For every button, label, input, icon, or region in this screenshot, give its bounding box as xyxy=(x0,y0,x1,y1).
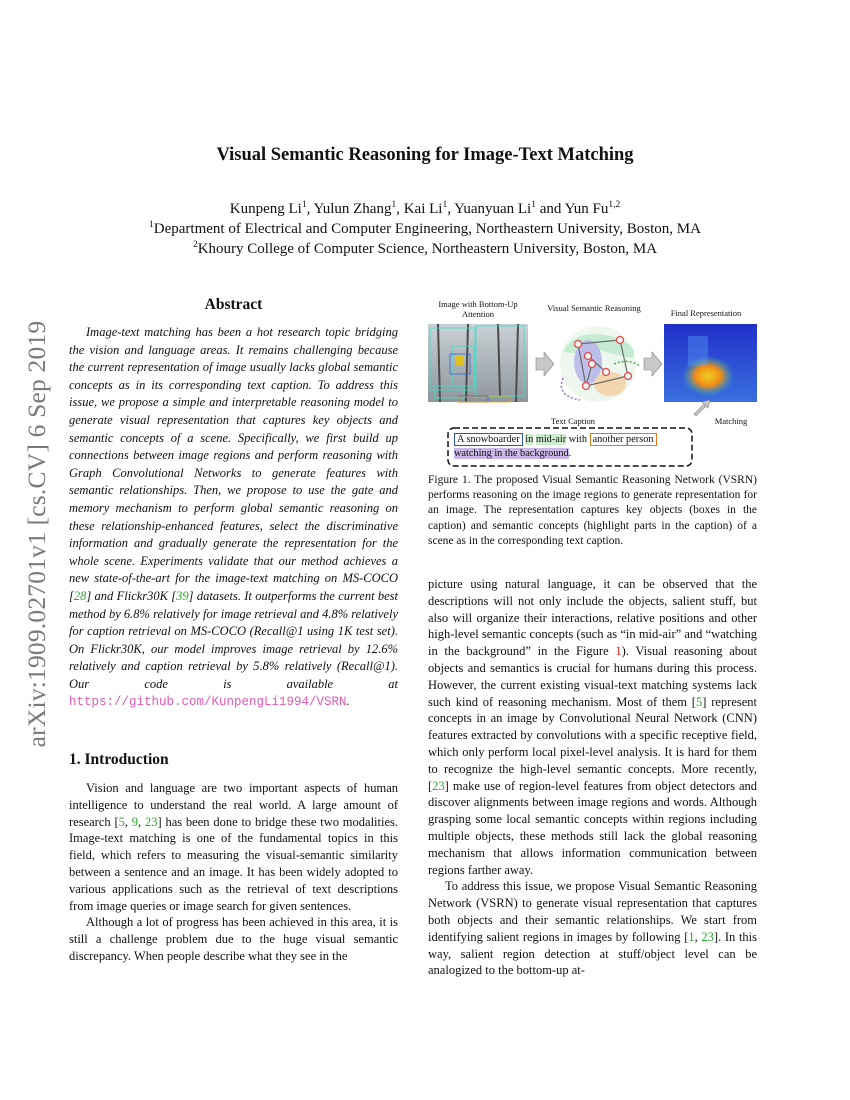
snowboarder-figure xyxy=(456,356,464,366)
author-name: Kunpeng Li xyxy=(229,201,302,217)
caption-concept-mid-air: mid-air xyxy=(535,434,567,445)
caption-object-snowboarder: A snowboarder xyxy=(454,433,523,446)
affiliation-mark: 2 xyxy=(192,240,198,250)
heatmap-region xyxy=(688,336,708,366)
caption-object-person: another person xyxy=(590,433,657,446)
text-fragment: , xyxy=(138,814,145,829)
caption-concept-watching: watching in the background xyxy=(454,448,569,459)
label-bottom-up-attention: Image with Bottom-Up Attention xyxy=(438,299,518,319)
author-affiliation-mark: 1 xyxy=(301,200,307,210)
abstract-fragment: . xyxy=(346,694,350,709)
right-paragraph-2 xyxy=(428,878,757,979)
text-fragment: picture using natural language, it can be observed that the descriptions will not only include the objects, salient stuff, but also will organize their interactions, relative positions and other high-level semantic concepts (such as “in mid-air” and “watching in the background” in the Figure xyxy=(428,577,757,659)
citation-link[interactable]: 1 xyxy=(688,929,695,944)
paper-title: Visual Semantic Reasoning for Image-Text Matching xyxy=(216,145,634,165)
text-fragment: ] make use of region-level features from object detectors and discover alignments between image regions and words. Although grasping some local semantic concepts within regions including multiple objects, these methods still lack the global reasoning mechanism that allows information communication between regions farther away. xyxy=(428,778,757,877)
author-name: Kai Li xyxy=(403,201,443,217)
affiliation-1 xyxy=(0,219,850,239)
abstract-fragment: ] datasets. It outperforms the current best method by 6.8% relatively for image retrieval and 4.8% relatively for caption retrieval on MS-COCO (Recall@1 using 1K test set). On Flickr30K, our model improves image retrieval by 12.6% relatively and caption retrieval by 5.8% relatively (Recall@1). Our code is available at xyxy=(69,588,398,691)
citation-link[interactable]: 23 xyxy=(701,929,714,944)
arxiv-id-text: arXiv:1909.02701v1 [cs.CV] 6 Sep 2019 xyxy=(22,320,51,748)
author-affiliation-mark: 1 xyxy=(391,200,397,210)
right-paragraph-1 xyxy=(428,576,757,878)
arxiv-stamp xyxy=(22,298,52,770)
label-final-representation: Final Representation xyxy=(670,308,742,318)
author-name: Yulun Zhang xyxy=(313,201,392,217)
figure-caption-text xyxy=(454,433,688,461)
text-fragment: ] represent concepts in an image by Convolutional Neural Network (CNN) features extracted by convolutions with a specific receptive field, which only perform local pixel-level analysis. It is hard for them to recognize the high-level semantic concepts. More recently, [ xyxy=(428,694,757,793)
author-affiliation-mark: 1 xyxy=(442,200,448,210)
affiliation-text: Department of Electrical and Computer Engineering, Northeastern University, Boston, MA xyxy=(153,221,701,237)
figure-1-caption: Figure 1. The proposed Visual Semantic Reasoning Network (VSRN) performs reasoning on the image regions to generate representation for an image. The representation captures key objects (boxes in the caption) and semantic concepts (highlight parts in the caption) of a scene as in the corresponding text caption. xyxy=(428,474,757,547)
section-heading-introduction: 1. Introduction xyxy=(69,751,169,769)
text-fragment: , xyxy=(124,814,132,829)
label-matching: Matching xyxy=(714,416,748,426)
caption-word: in xyxy=(525,434,534,445)
arrow-to-reasoning xyxy=(536,352,554,376)
text-fragment: ] has been done to bridge these two modalities. Image-text matching is one of the fundamental topics in this field, which refers to measuring the visual-semantic similarity between a sentence and an image. It has been widely adopted to various applications such as the retrieval of text descriptions from image queries or image search for given sentences. xyxy=(69,814,398,913)
text-fragment: , xyxy=(694,929,702,944)
author-name: Yun Fu xyxy=(564,201,609,217)
citation-link[interactable]: 5 xyxy=(695,694,703,709)
intro-paragraph-1 xyxy=(69,780,398,914)
right-column xyxy=(428,576,757,979)
caption-word: with xyxy=(568,434,588,445)
intro-paragraph-2: Although a lot of progress has been achieved in this area, it is still a challenge problem due to the huge visual semantic discrepancy. When people describe what they see in the xyxy=(69,915,398,964)
citation-link[interactable]: 9 xyxy=(131,814,139,829)
author-name: Yuanyuan Li xyxy=(454,201,532,217)
abstract-fragment: Image-text matching has been a hot research topic bridging the vision and language areas. It remains challenging because the current representation of image usually lacks global semantic concepts as in its corresponding text caption. To address this issue, we propose a simple and interpretable reasoning model to generate visual representation that captures key objects and semantic concepts of a scene. Specifically, we first build up connections between image regions and perform reasoning with Graph Convolutional Networks to generate features with semantic relationships. Then, we propose to use the gate and memory mechanism to perform global semantic reasoning on these relationship-enhanced features, select the discriminative information and gradually generate the representation for the whole scene. Experiments validate that our method achieves a new state-of-the-art for the image-text matching on MS-COCO [ xyxy=(69,325,398,603)
text-fragment: Vision and language are two important aspects of human intelligence to understand the real world. A large amount of research [ xyxy=(69,781,398,829)
affiliation-2 xyxy=(0,239,850,259)
figure-1 xyxy=(428,296,757,468)
left-column xyxy=(69,294,398,965)
code-link[interactable]: https://github.com/KunpengLi1994/VSRN xyxy=(69,695,347,710)
semantic-region-orange xyxy=(594,372,626,396)
abstract-heading: Abstract xyxy=(204,296,263,313)
abstract-text xyxy=(69,324,398,712)
author-list: Kunpeng Li$^1$, Yulun Zhang$^1$, Kai Li$^1$, Yuanyuan Li$^1$ and Yun Fu$^{1,2}$ xyxy=(229,200,621,217)
citation-link[interactable]: 39 xyxy=(176,588,189,603)
author-affiliation-mark: 1 xyxy=(531,200,536,210)
abstract-fragment: ] and Flickr30K [ xyxy=(86,588,177,603)
label-text-caption: Text Caption xyxy=(550,416,596,426)
figure-reference-link[interactable]: 1 xyxy=(615,644,622,659)
citation-link[interactable]: 23 xyxy=(144,814,158,829)
arrow-to-representation xyxy=(644,352,662,376)
affiliation-text: Khoury College of Computer Science, Northeastern University, Boston, MA xyxy=(197,241,658,257)
citation-link[interactable]: 5 xyxy=(118,814,125,829)
matching-arrow xyxy=(694,400,710,416)
citation-link[interactable]: 28 xyxy=(73,588,87,603)
text-fragment: ). Visual reasoning about objects and semantics is crucial for humans during this process. However, the current existing visual-text matching systems lack such kind of reasoning mechanism. Most of them [ xyxy=(428,644,757,709)
caption-word: . xyxy=(568,448,572,459)
author-affiliation-mark: 1,2 xyxy=(608,200,621,210)
author-block xyxy=(0,199,850,259)
text-fragment: ]. In this way, salient region detection at stuff/object level can be analogized to the bottom-up at- xyxy=(428,929,758,978)
label-visual-semantic-reasoning: Visual Semantic Reasoning xyxy=(547,303,641,313)
citation-link[interactable]: 23 xyxy=(432,778,445,793)
affiliation-mark: 1 xyxy=(149,220,154,230)
text-fragment: To address this issue, we propose Visual Semantic Reasoning Network (VSRN) to generate visual representation that captures both objects and their semantic relationships. We start from identifying salient regions in images by following [ xyxy=(428,879,757,944)
